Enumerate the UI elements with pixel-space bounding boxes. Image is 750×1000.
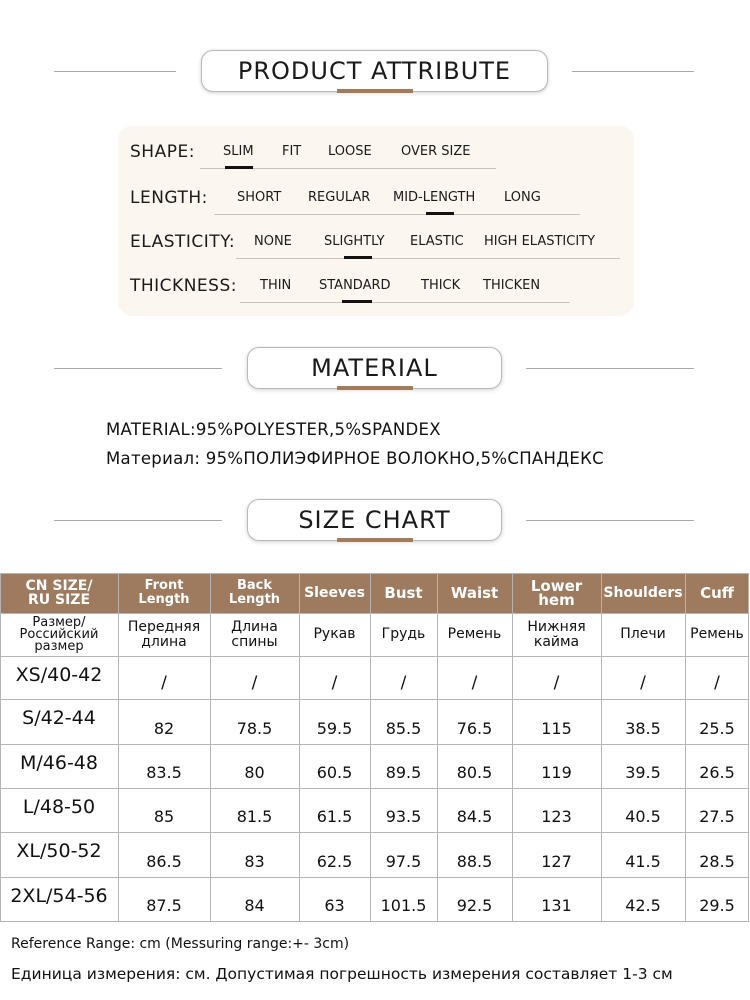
table-cell: 80 <box>244 763 265 782</box>
column-header-ru: Длина спины <box>231 618 278 650</box>
attribute-option: NONE <box>254 234 292 249</box>
attribute-label: LENGTH: <box>130 188 208 208</box>
table-cell: 92.5 <box>456 896 493 915</box>
column-header-en: Front Length <box>138 578 190 607</box>
table-cell: 81.5 <box>236 807 273 826</box>
table-cell: 78.5 <box>236 719 273 738</box>
grid-line-horizontal <box>0 921 749 922</box>
attribute-row-shape <box>118 138 634 168</box>
column-header-en: CN SIZE/ RU SIZE <box>25 578 93 608</box>
table-cell: 41.5 <box>625 852 661 871</box>
table-cell: 93.5 <box>385 807 422 826</box>
column-header-en: Cuff <box>700 584 734 602</box>
table-cell: 83.5 <box>146 763 182 782</box>
table-cell: 28.5 <box>699 852 735 871</box>
table-cell: 76.5 <box>456 719 493 738</box>
grid-line-vertical <box>748 573 749 921</box>
size-label-cell: XS/40-42 <box>15 664 103 686</box>
attribute-panel <box>118 126 634 316</box>
grid-line-vertical <box>299 573 300 921</box>
table-cell: / <box>714 673 720 693</box>
table-cell: 38.5 <box>625 719 661 738</box>
attribute-selected-mark <box>342 300 372 303</box>
table-cell: 61.5 <box>316 807 353 826</box>
grid-line-horizontal <box>0 656 749 657</box>
table-cell: 101.5 <box>380 896 427 915</box>
table-cell: 63 <box>324 896 345 915</box>
table-cell: 83 <box>244 852 265 871</box>
attribute-label: SHAPE: <box>130 142 195 162</box>
table-cell: 59.5 <box>316 719 353 738</box>
reference-range-note: Reference Range: cm (Messuring range:+- 3cm) <box>11 936 350 952</box>
table-cell: 39.5 <box>625 763 661 782</box>
attribute-row-length <box>118 184 634 214</box>
size-label-cell: S/42-44 <box>22 707 96 729</box>
material-text-en: MATERIAL:95%POLYESTER,5%SPANDEX <box>106 420 441 439</box>
table-cell: 119 <box>541 763 572 782</box>
column-header-en: Back Length <box>228 578 281 607</box>
table-cell: 85 <box>153 807 175 826</box>
table-cell: 89.5 <box>385 763 422 782</box>
table-cell: 86.5 <box>146 852 182 871</box>
size-label-cell: 2XL/54-56 <box>10 885 108 907</box>
table-cell: 127 <box>541 852 572 871</box>
attribute-option: ELASTIC <box>410 234 464 249</box>
table-cell: / <box>640 673 646 693</box>
material-text-ru: Материал: 95%ПОЛИЭФИРНОЕ ВОЛОКНО,5%СПАНДЕКС <box>106 449 604 468</box>
column-header-ru: Передняя длина <box>127 618 201 650</box>
table-cell: / <box>553 673 560 693</box>
attribute-option: LONG <box>504 190 541 205</box>
attribute-option: SHORT <box>237 190 282 205</box>
size-label-cell: XL/50-52 <box>16 840 102 862</box>
table-cell: 82 <box>153 719 175 738</box>
divider-line <box>54 71 176 72</box>
column-header-ru: Ремень <box>447 626 502 642</box>
grid-line-horizontal <box>0 613 749 614</box>
attribute-option: SLIGHTLY <box>324 234 385 249</box>
table-cell: 131 <box>541 896 572 915</box>
divider-line <box>526 520 694 521</box>
size-label-cell: L/48-50 <box>22 796 96 818</box>
table-cell: / <box>471 673 478 693</box>
attribute-option: OVER SIZE <box>401 144 471 159</box>
attribute-option: LOOSE <box>328 144 372 159</box>
table-cell: 62.5 <box>316 852 353 871</box>
table-cell: / <box>331 673 338 693</box>
column-header-ru: Плечи <box>620 626 666 642</box>
grid-line-horizontal <box>0 573 749 574</box>
size-label-cell: M/46-48 <box>19 752 98 774</box>
grid-line-horizontal <box>0 877 749 878</box>
attribute-label: ELASTICITY: <box>130 232 236 252</box>
column-header-ru: Размер/ Российский размер <box>19 614 99 654</box>
attribute-rule <box>236 258 620 259</box>
attribute-option: REGULAR <box>308 190 371 205</box>
attribute-row-elasticity <box>118 228 634 258</box>
column-header-en: Waist <box>450 584 499 602</box>
table-cell: 25.5 <box>699 719 735 738</box>
attribute-option: MID-LENGTH <box>393 190 476 205</box>
table-cell: 26.5 <box>699 763 735 782</box>
table-cell: 97.5 <box>385 852 422 871</box>
table-cell: 115 <box>541 719 572 738</box>
attribute-option: THIN <box>260 278 292 293</box>
grid-line-vertical <box>437 573 438 921</box>
section-accent-bar <box>337 386 413 390</box>
divider-line <box>54 520 222 521</box>
attribute-selected-mark <box>225 166 253 169</box>
grid-line-horizontal <box>0 788 749 789</box>
column-header-en: Shoulders <box>603 585 683 601</box>
section-title-material: MATERIAL <box>247 347 502 389</box>
column-header-en: Sleeves <box>304 585 365 601</box>
column-header-ru: Рукав <box>313 626 356 642</box>
divider-line <box>572 71 694 72</box>
table-cell: 80.5 <box>456 763 493 782</box>
grid-line-vertical <box>685 573 686 921</box>
attribute-label: THICKNESS: <box>130 276 237 296</box>
table-cell: 84.5 <box>456 807 493 826</box>
attribute-rule <box>214 214 580 215</box>
section-accent-bar <box>337 538 413 542</box>
divider-line <box>526 368 694 369</box>
table-cell: / <box>251 673 258 693</box>
column-header-ru: Грудь <box>381 626 426 642</box>
table-cell: 88.5 <box>456 852 493 871</box>
attribute-option: THICK <box>421 278 461 293</box>
column-header-en: Bust <box>384 584 423 602</box>
table-cell: / <box>400 673 407 693</box>
grid-line-horizontal <box>0 699 749 700</box>
grid-line-vertical <box>512 573 513 921</box>
section-accent-bar <box>337 89 413 93</box>
attribute-selected-mark <box>426 212 454 215</box>
table-cell: 123 <box>541 807 572 826</box>
table-cell: 85.5 <box>385 719 422 738</box>
grid-line-vertical <box>601 573 602 921</box>
attribute-option: STANDARD <box>319 278 391 293</box>
section-title-size-chart: SIZE CHART <box>247 499 502 541</box>
table-cell: 27.5 <box>699 807 735 826</box>
table-cell: 29.5 <box>699 896 735 915</box>
grid-line-horizontal <box>0 744 749 745</box>
grid-line-horizontal <box>0 832 749 833</box>
grid-line-vertical <box>0 573 1 921</box>
table-cell: 87.5 <box>146 896 182 915</box>
attribute-option: THICKEN <box>483 278 541 293</box>
table-cell: / <box>161 673 167 693</box>
attribute-selected-mark <box>344 256 372 259</box>
table-cell: 40.5 <box>625 807 661 826</box>
column-header-ru: Ремень <box>690 626 744 642</box>
table-cell: 84 <box>244 896 265 915</box>
column-header-en: Lower hem <box>530 577 583 609</box>
attribute-option: HIGH ELASTICITY <box>484 234 596 249</box>
attribute-option: SLIM <box>223 144 254 159</box>
attribute-row-thickness <box>118 272 634 302</box>
attribute-option: FIT <box>282 144 302 159</box>
grid-line-vertical <box>370 573 371 921</box>
measurement-note-ru: Единица измерения: см. Допустимая погрешность измерения составляет 1-3 см <box>11 965 673 983</box>
divider-line <box>54 368 222 369</box>
table-cell: 42.5 <box>625 896 661 915</box>
table-cell: 60.5 <box>316 763 353 782</box>
attribute-rule <box>240 302 570 303</box>
column-header-ru: Нижняя кайма <box>527 618 586 650</box>
grid-line-vertical <box>118 573 119 921</box>
grid-line-vertical <box>210 573 211 921</box>
section-title-product-attribute: PRODUCT ATTRIBUTE <box>201 50 548 92</box>
